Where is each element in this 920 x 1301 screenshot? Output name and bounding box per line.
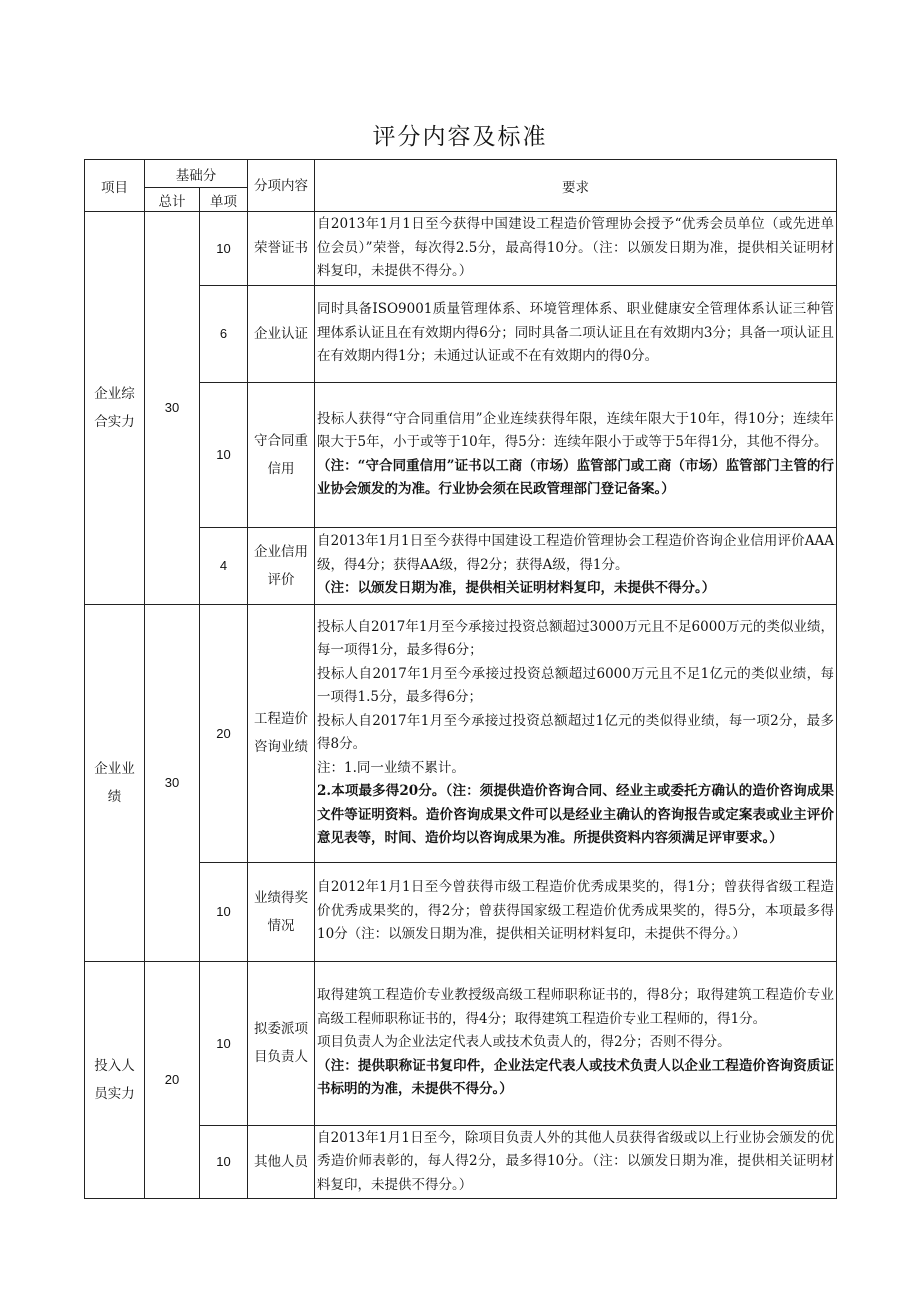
category-name: 企业业绩 xyxy=(85,604,145,961)
requirement-paragraph: 投标人获得“守合同重信用”企业连续获得年限，连续年限大于10年，得10分；连续年限大于5年，小于或等于10年，得5分：连续年限小于或等于5年得1分，其他不得分。 xyxy=(317,410,834,450)
item-requirement xyxy=(315,285,837,382)
requirement-paragraph: 投标人自2017年1月至今承接过投资总额超过6000万元且不足1亿元的类似业绩，每一项得1.5分，最多得6分； xyxy=(317,665,834,705)
item-requirement xyxy=(315,862,837,961)
item-requirement xyxy=(315,961,837,1125)
requirement-paragraph: 自2013年1月1日至今，除项目负责人外的其他人员获得省级或以上行业协会颁发的优秀造价师表彰的，每人得2分，最多得10分。（注：以颁发日期为准，提供相关证明材料复印，未提供不得分。） xyxy=(317,1129,834,1193)
category-total-score: 20 xyxy=(145,961,200,1199)
table-row xyxy=(85,212,837,286)
requirement-paragraph: 自2012年1月1日至今曾获得市级工程造价优秀成果奖的，得1分；曾获得省级工程造价优秀成果奖的，得2分；曾获得国家级工程造价优秀成果奖的，得5分，本项最多得10分（注：以颁发日期为准，提供相关证明材料复印，未提供不得分。） xyxy=(317,879,834,943)
item-name: 业绩得奖情况 xyxy=(248,862,315,961)
item-name: 荣誉证书 xyxy=(248,212,315,286)
requirement-paragraph: 投标人自2017年1月至今承接过投资总额超过1亿元的类似得业绩，每一项2分，最多得8分。 xyxy=(317,712,834,752)
header-sub-item: 分项内容 xyxy=(248,160,315,212)
category-name: 投入人员实力 xyxy=(85,961,145,1199)
item-name: 企业信用评价 xyxy=(248,527,315,604)
item-requirement xyxy=(315,382,837,527)
header-single: 单项 xyxy=(200,188,248,212)
item-score: 6 xyxy=(200,285,248,382)
item-score: 10 xyxy=(200,862,248,961)
header-requirement: 要求 xyxy=(315,160,837,212)
requirement-paragraph: 取得建筑工程造价专业教授级高级工程师职称证书的，得8分；取得建筑工程造价专业高级工程师职称证书的，得4分；取得建筑工程造价专业工程师的，得1分。 xyxy=(317,987,834,1027)
item-name: 拟委派项目负责人 xyxy=(248,961,315,1125)
item-score: 20 xyxy=(200,604,248,862)
category-total-score: 30 xyxy=(145,604,200,961)
item-score: 4 xyxy=(200,527,248,604)
requirement-paragraph: （注：“守合同重信用”证书以工商（市场）监管部门或工商（市场）监管部门主管的行业协会颁发的为准。行业协会须在民政管理部门登记备案。） xyxy=(317,457,834,497)
header-base-score: 基础分 xyxy=(145,160,248,188)
item-requirement xyxy=(315,527,837,604)
requirement-paragraph: 同时具备ISO9001质量管理体系、环境管理体系、职业健康安全管理体系认证三种管理体系认证且在有效期内得6分；同时具备二项认证且在有效期内3分；具备一项认证且在有效期内得1分；未通过认证或不在有效期内的得0分。 xyxy=(317,301,834,365)
requirement-paragraph: 自2013年1月1日至今获得中国建设工程造价管理协会工程造价咨询企业信用评价AAA级，得4分；获得AA级，得2分；获得A级，得1分。 xyxy=(317,533,834,573)
item-score: 10 xyxy=(200,961,248,1125)
requirement-paragraph: 投标人自2017年1月至今承接过投资总额超过3000万元且不足6000万元的类似业绩，每一项得1分，最多得6分； xyxy=(317,618,834,658)
item-score: 10 xyxy=(200,212,248,286)
requirement-paragraph: 项目负责人为企业法定代表人或技术负责人的，得2分；否则不得分。 xyxy=(317,1034,731,1051)
header-total: 总计 xyxy=(145,188,200,212)
item-requirement xyxy=(315,1125,837,1199)
requirement-paragraph: 注：1.同一业绩不累计。 xyxy=(317,759,465,776)
table-row xyxy=(85,961,837,1125)
item-name: 守合同重信用 xyxy=(248,382,315,527)
requirement-paragraph: 2.本项最多得20分。（注：须提供造价咨询合同、经业主或委托方确认的造价咨询成果文件等证明资料。造价咨询成果文件可以是经业主确认的咨询报告或定案表或业主评价意见表等，时间、造价均以咨询成果为准。所提供资料内容须满足评审要求。） xyxy=(317,783,834,846)
category-name: 企业综合实力 xyxy=(85,212,145,605)
item-requirement xyxy=(315,604,837,862)
requirement-paragraph: （注：提供职称证书复印件，企业法定代表人或技术负责人以企业工程造价咨询资质证书标明的为准，未提供不得分。） xyxy=(317,1057,834,1098)
item-name: 其他人员 xyxy=(248,1125,315,1199)
table-row xyxy=(85,604,837,862)
item-requirement xyxy=(315,212,837,286)
item-score: 10 xyxy=(200,382,248,527)
scoring-table xyxy=(84,159,837,1199)
item-score: 10 xyxy=(200,1125,248,1199)
requirement-paragraph: （注：以颁发日期为准，提供相关证明材料复印，未提供不得分。） xyxy=(317,580,716,597)
header-project: 项目 xyxy=(85,160,145,212)
item-name: 企业认证 xyxy=(248,285,315,382)
page-title: 评分内容及标准 xyxy=(372,124,548,150)
category-total-score: 30 xyxy=(145,212,200,605)
item-name: 工程造价咨询业绩 xyxy=(248,604,315,862)
requirement-paragraph: 自2013年1月1日至今获得中国建设工程造价管理协会授予“优秀会员单位（或先进单位会员）”荣誉，每次得2.5分，最高得10分。（注：以颁发日期为准，提供相关证明材料复印，未提供不得分。） xyxy=(317,216,834,279)
